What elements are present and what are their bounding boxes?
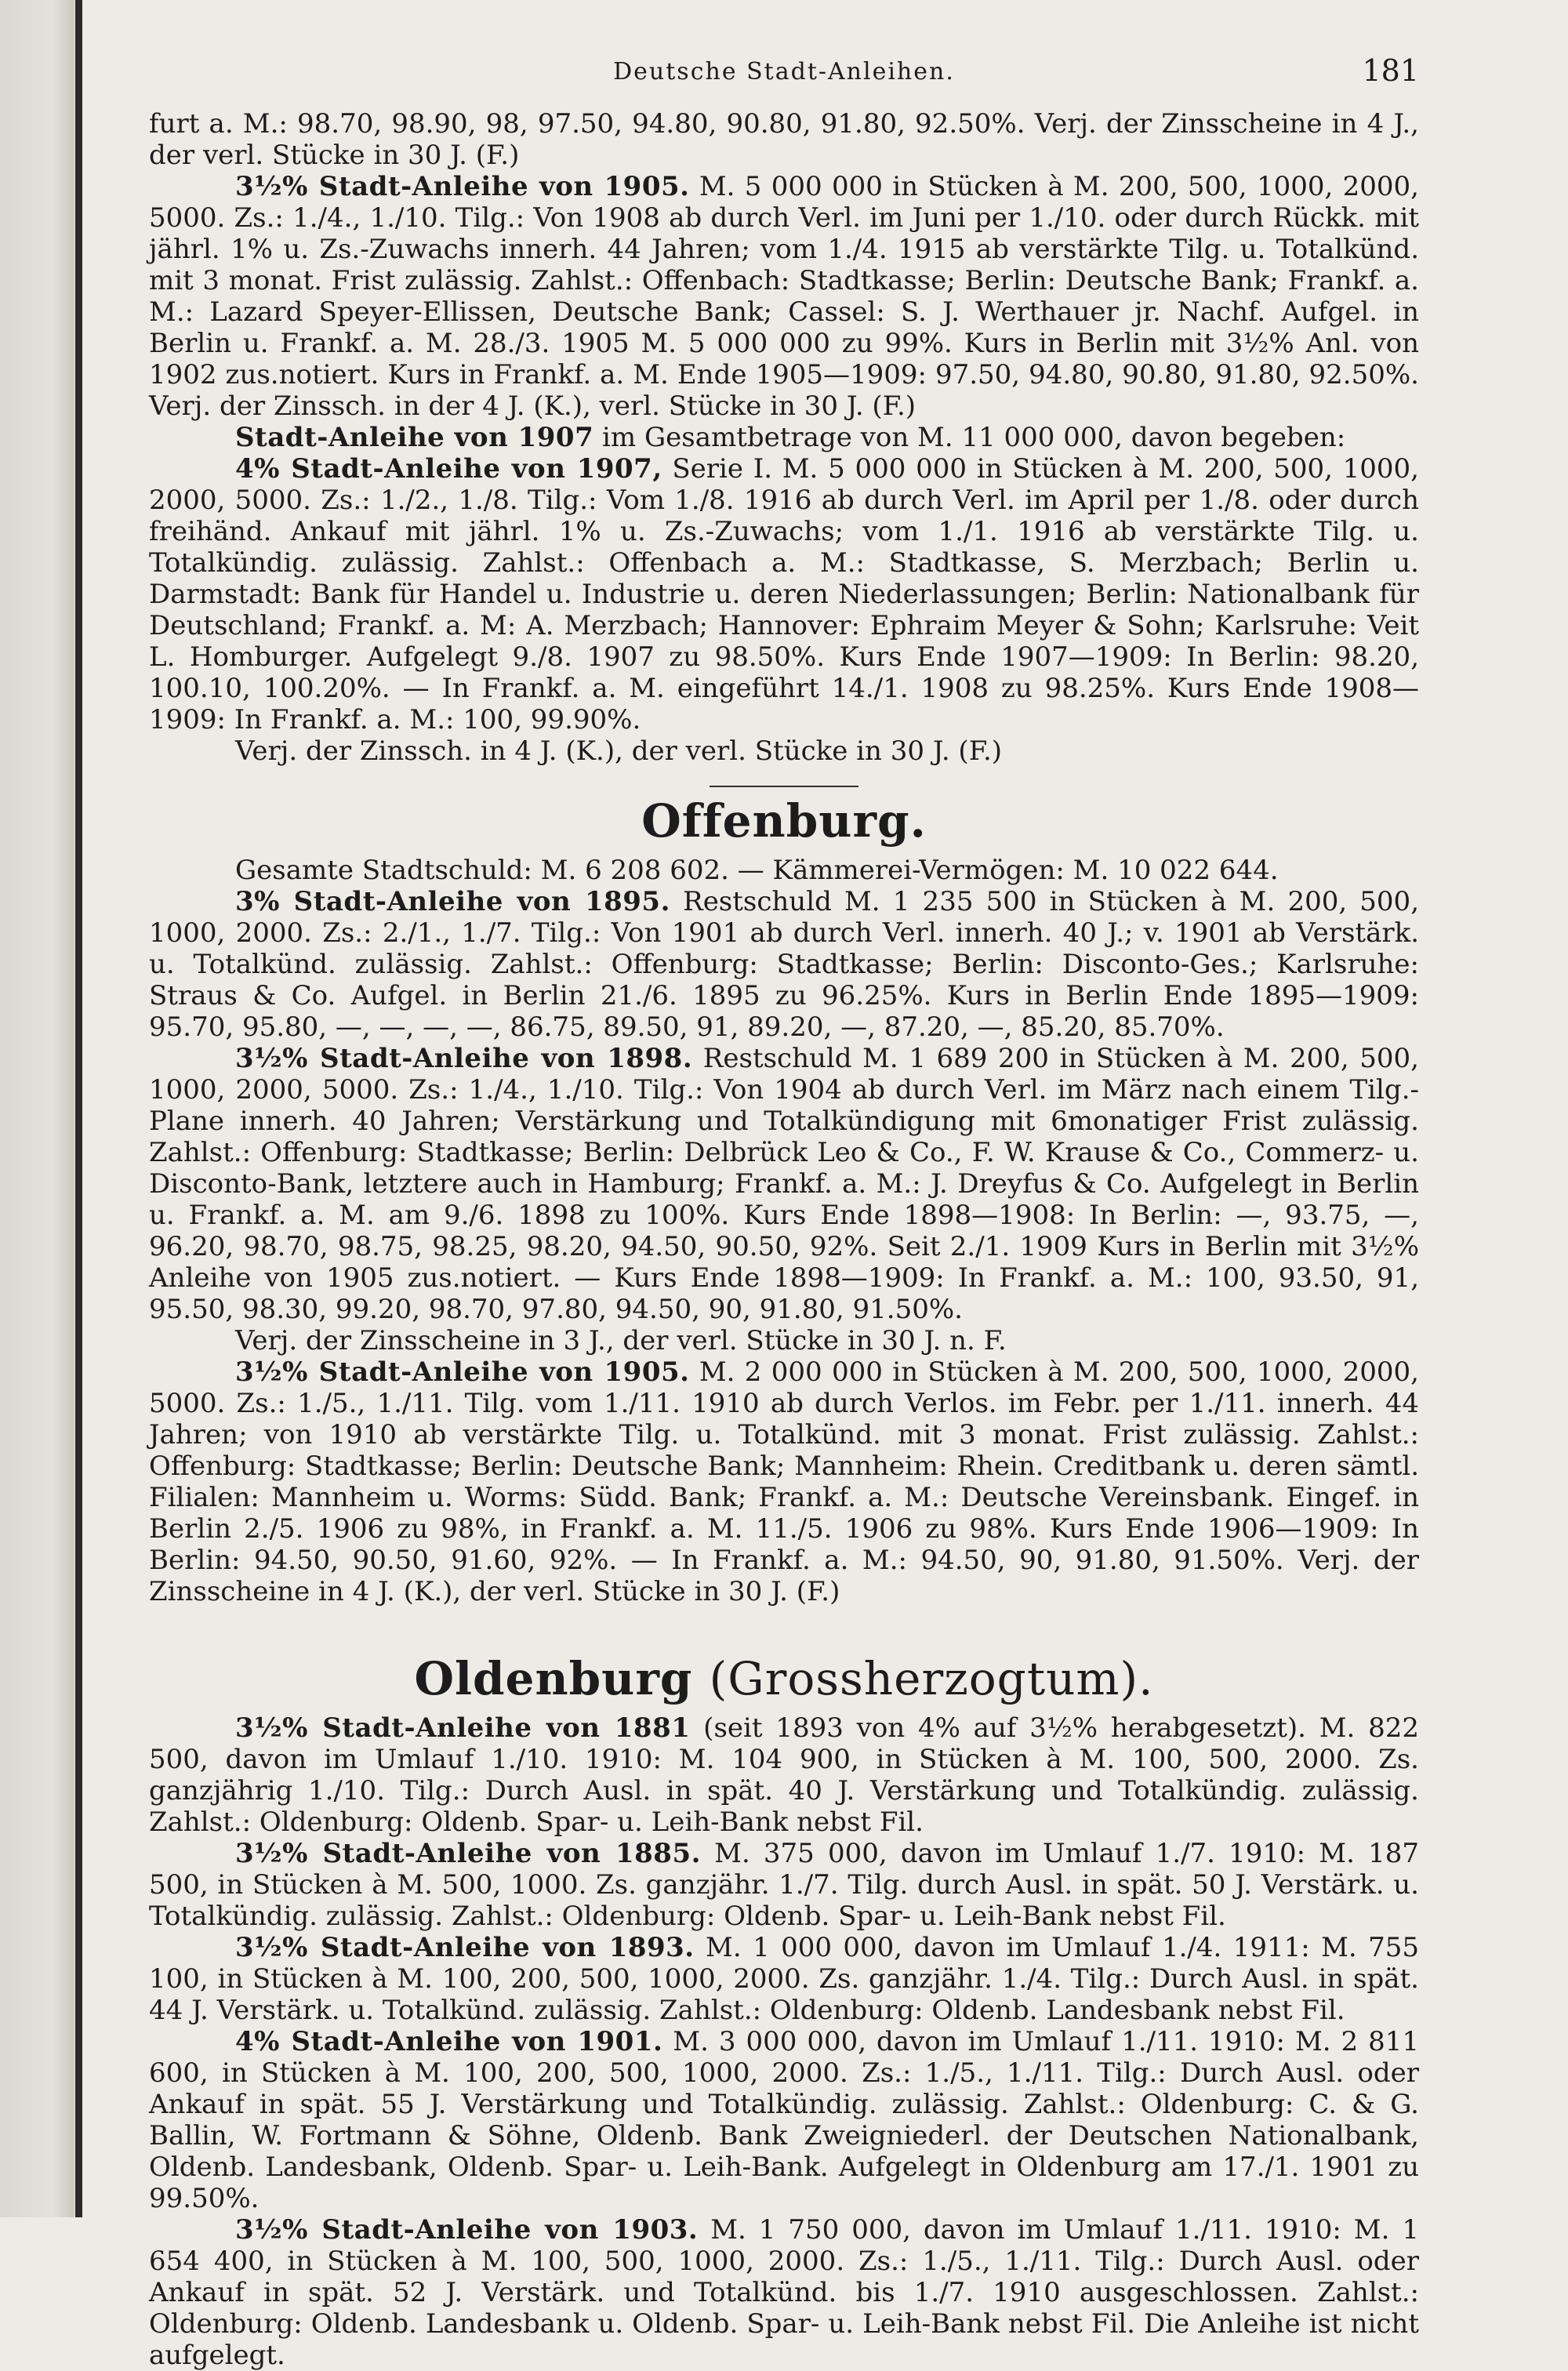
loan-text: M. 2 000 000 in Stücken à M. 200, 500, 1000, 2000, 5000. Zs.: 1./5., 1./11. Tilg. vom 1./11. 1910 ab durch Verlos. im Febr. per 1./11. innerh. 44 Jahren; von 1910 ab verstärkte Tilg. u. Totalkünd. mit 3 monat. Frist zulässig. Zahlst.: Offenburg: Stadtkasse; Berlin: Deutsche Bank; Mannheim: Rhein. Creditbank u. deren sämtl. Filialen: Mannheim u. Worms: Südd. Bank; Frankf. a. M.: Deutsche Vereinsbank. Eingef. in Berlin 2./5. 1906 zu 98%, in Frankf. a. M. 11./5. 1906 zu 98%. Kurs Ende 1906—1909: In Berlin: 94.50, 90.50, 91.60, 92%. — In Frankf. a. M.: 94.50, 90, 91.80, 91.50%. Verj. der Zinsscheine in 4 J. (K.), der verl. Stücke in 30 J. (F.) (149, 1356, 1419, 1607)
loan-text: M. 1 000 000, davon im Umlauf 1./4. 1911: M. 755 100, in Stücken à M. 100, 200, 500, 1000, 2000. Zs. ganzjähr. 1./4. Tilg.: Durch Ausl. in spät. 44 J. Verstärk. u. Totalkünd. zulässig. Zahlst.: Oldenburg: Oldenb. Landesbank nebst Fil. (149, 1932, 1419, 2026)
loan-text: Restschuld M. 1 235 500 in Stücken à M. 200, 500, 1000, 2000. Zs.: 2./1., 1./7. Tilg.: Von 1901 ab durch Verl. innerh. 40 J.; v. 1901 ab Verstärk. u. Totalkünd. zulässig. Zahlst.: Offenburg: Stadtkasse; Berlin: Disconto-Ges.; Karlsruhe: Straus & Co. Aufgel. in Berlin 21./6. 1895 zu 96.25%. Kurs in Berlin Ende 1895—1909: 95.70, 95.80, —, —, —, —, 86.75, 89.50, 91, 89.20, —, 87.20, —, 85.20, 85.70%. (149, 886, 1419, 1043)
page-number: 181 (1362, 53, 1419, 88)
section-heading-main: Oldenburg (414, 1652, 693, 1705)
loan-text: M. 375 000, davon im Umlauf 1./7. 1910: M. 187 500, in Stücken à M. 500, 1000. Zs. ganzjähr. 1./7. Tilg. durch Ausl. in spät. 50 J. Verstärk. u. Totalkündig. zulässig. Zahlst.: Oldenburg: Oldenb. Spar- u. Leih-Bank nebst Fil. (149, 1838, 1419, 1932)
loan-text: im Gesamtbetrage von M. 11 000 000, davon begeben: (593, 422, 1346, 453)
loan-entry-offenbach-1905 (149, 171, 1419, 422)
continuation-text: furt a. M.: 98.70, 98.90, 98, 97.50, 94.80, 90.80, 91.80, 92.50%. Verj. der Zinsscheine in 4 J., der verl. Stücke in 30 J. (F.) (149, 108, 1419, 171)
loan-title: Stadt-Anleihe von 1907 (235, 422, 594, 453)
section-spacer (149, 1607, 1419, 1650)
page-margin-left (0, 0, 74, 2217)
loan-entry-oldenburg-1901 (149, 2026, 1419, 2214)
loan-entry-oldenburg-1903 (149, 2214, 1419, 2371)
section-divider (710, 786, 858, 787)
loan-entry-offenburg-1905 (149, 1356, 1419, 1607)
loan-entry-oldenburg-1885 (149, 1838, 1419, 1932)
debt-summary: Gesamte Stadtschuld: M. 6 208 602. — Kämmerei-Vermögen: M. 10 022 644. (235, 855, 1279, 886)
loan-title: 3½% Stadt-Anleihe von 1905. (235, 1356, 690, 1388)
verjaehrung-note: Verj. der Zinsscheine in 3 J., der verl. Stücke in 30 J. n. F. (235, 1325, 1007, 1356)
loan-entry-offenbach-1907 (149, 422, 1419, 453)
loan-entry-offenburg-1898 (149, 1043, 1419, 1325)
section-heading-oldenburg (149, 1653, 1419, 1705)
loan-entry-offenbach-1907-serie (149, 453, 1419, 735)
loan-title: 3½% Stadt-Anleihe von 1881 (235, 1712, 691, 1744)
page-header (149, 47, 1419, 102)
loan-title: 3½% Stadt-Anleihe von 1893. (235, 1932, 695, 1963)
loan-title: 3½% Stadt-Anleihe von 1903. (235, 2214, 699, 2246)
verjaehrung-note: Verj. der Zinssch. in 4 J. (K.), der verl. Stücke in 30 J. (F.) (235, 735, 1003, 767)
loan-title: 3½% Stadt-Anleihe von 1898. (235, 1043, 693, 1074)
loan-text: M. 5 000 000 in Stücken à M. 200, 500, 1000, 2000, 5000. Zs.: 1./4., 1./10. Tilg.: Von 1908 ab durch Verl. im Juni per 1./10. oder durch Rückk. mit jährl. 1% u. Zs.-Zuwachs innerh. 44 Jahren; vom 1./4. 1915 ab verstärkte Tilg. u. Totalkünd. mit 3 monat. Frist zulässig. Zahlst.: Offenbach: Stadtkasse; Berlin: Deutsche Bank; Frankf. a. M.: Lazard Speyer-Ellissen, Deutsche Bank; Cassel: S. J. Werthauer jr. Nachf. Aufgel. in Berlin u. Frankf. a. M. 28./3. 1905 M. 5 000 000 zu 99%. Kurs in Berlin mit 3½% Anl. von 1902 zus.notiert. Kurs in Frankf. a. M. Ende 1905—1909: 97.50, 94.80, 90.80, 91.80, 92.50%. Verj. der Zinssch. in der 4 J. (K.), verl. Stücke in 30 J. (F.) (149, 171, 1419, 422)
loan-title: 3% Stadt-Anleihe von 1895. (235, 886, 670, 917)
loan-entry-offenburg-1895 (149, 886, 1419, 1043)
page-content (149, 47, 1419, 2371)
section-heading-offenburg: Offenburg. (641, 794, 927, 848)
loan-text: M. 1 750 000, davon im Umlauf 1./11. 1910: M. 1 654 400, in Stücken à M. 100, 500, 1000, 2000. Zs.: 1./5., 1./11. Tilg.: Durch Ausl. oder Ankauf in spät. 52 J. Verstärk. und Totalkünd. bis 1./7. 1910 ausgeschlossen. Zahlst.: Oldenburg: Oldenb. Landesbank u. Oldenb. Spar- u. Leih-Bank nebst Fil. Die Anleihe ist nicht aufgelegt. (149, 2214, 1419, 2371)
loan-title: 4% Stadt-Anleihe von 1901. (235, 2026, 663, 2057)
loan-title: 4% Stadt-Anleihe von 1907, (235, 453, 662, 485)
loan-entry-oldenburg-1893 (149, 1932, 1419, 2026)
loan-text: Serie I. M. 5 000 000 in Stücken à M. 200, 500, 1000, 2000, 5000. Zs.: 1./2., 1./8. Tilg.: Vom 1./8. 1916 ab durch Verl. im April per 1./8. oder durch freihänd. Ankauf mit jährl. 1% u. Zs.-Zuwachs; vom 1./1. 1916 ab verstärkte Tilg. u. Totalkündig. zulässig. Zahlst.: Offenbach a. M.: Stadtkasse, S. Merzbach; Berlin u. Darmstadt: Bank für Handel u. Industrie u. deren Niederlassungen; Berlin: Nationalbank für Deutschland; Frankf. a. M: A. Merzbach; Hannover: Ephraim Meyer & Sohn; Karlsruhe: Veit L. Homburger. Aufgelegt 9./8. 1907 zu 98.50%. Kurs Ende 1907—1909: In Berlin: 98.20, 100.10, 100.20%. — In Frankf. a. M. eingeführt 14./1. 1908 zu 98.25%. Kurs Ende 1908—1909: In Frankf. a. M.: 100, 99.90%. (149, 453, 1419, 735)
section-heading-sub: (Grossherzogtum). (709, 1652, 1154, 1705)
loan-text: (seit 1893 von 4% auf 3½% herabgesetzt). M. 822 500, davon im Umlauf 1./10. 1910: M. 104 900, in Stücken à M. 100, 500, 2000. Zs. ganzjährig 1./10. Tilg.: Durch Ausl. in spät. 40 J. Verstärkung und Totalkündig. zulässig. Zahlst.: Oldenburg: Oldenb. Spar- u. Leih-Bank nebst Fil. (149, 1712, 1419, 1838)
binding-edge (75, 0, 82, 2217)
running-head: Deutsche Stadt-Anleihen. (613, 58, 955, 85)
loan-title: 3½% Stadt-Anleihe von 1905. (235, 171, 690, 202)
loan-entry-oldenburg-1881 (149, 1712, 1419, 1838)
loan-text: M. 3 000 000, davon im Umlauf 1./11. 1910: M. 2 811 600, in Stücken à M. 100, 200, 500, 1000, 2000. Zs.: 1./5., 1./11. Tilg.: Durch Ausl. oder Ankauf in spät. 55 J. Verstärkung und Totalkündig. zulässig. Zahlst.: Oldenburg: C. & G. Ballin, W. Fortmann & Söhne, Oldenb. Bank Zweigniederl. der Deutschen Nationalbank, Oldenb. Landesbank, Oldenb. Spar- u. Leih-Bank. Aufgelegt in Oldenburg am 17./1. 1901 zu 99.50%. (149, 2026, 1420, 2214)
loan-text: Restschuld M. 1 689 200 in Stücken à M. 200, 500, 1000, 2000, 5000. Zs.: 1./4., 1./10. Tilg.: Von 1904 ab durch Verl. im März nach einem Tilg.-Plane innerh. 40 Jahren; Verstärkung und Totalkündigung mit 6monatiger Frist zulässig. Zahlst.: Offenburg: Stadtkasse; Berlin: Delbrück Leo & Co., F. W. Krause & Co., Commerz- u. Disconto-Bank, letztere auch in Hamburg; Frankf. a. M.: J. Dreyfus & Co. Aufgelegt in Berlin u. Frankf. a. M. am 9./6. 1898 zu 100%. Kurs Ende 1898—1908: In Berlin: —, 93.75, —, 96.20, 98.70, 98.75, 98.25, 98.20, 94.50, 90.50, 92%. Seit 2./1. 1909 Kurs in Berlin mit 3½% Anleihe von 1905 zus.notiert. — Kurs Ende 1898—1909: In Frankf. a. M.: 100, 93.50, 91, 95.50, 98.30, 99.20, 98.70, 97.80, 94.50, 90, 91.80, 91.50%. (149, 1043, 1419, 1325)
loan-title: 3½% Stadt-Anleihe von 1885. (235, 1838, 701, 1869)
